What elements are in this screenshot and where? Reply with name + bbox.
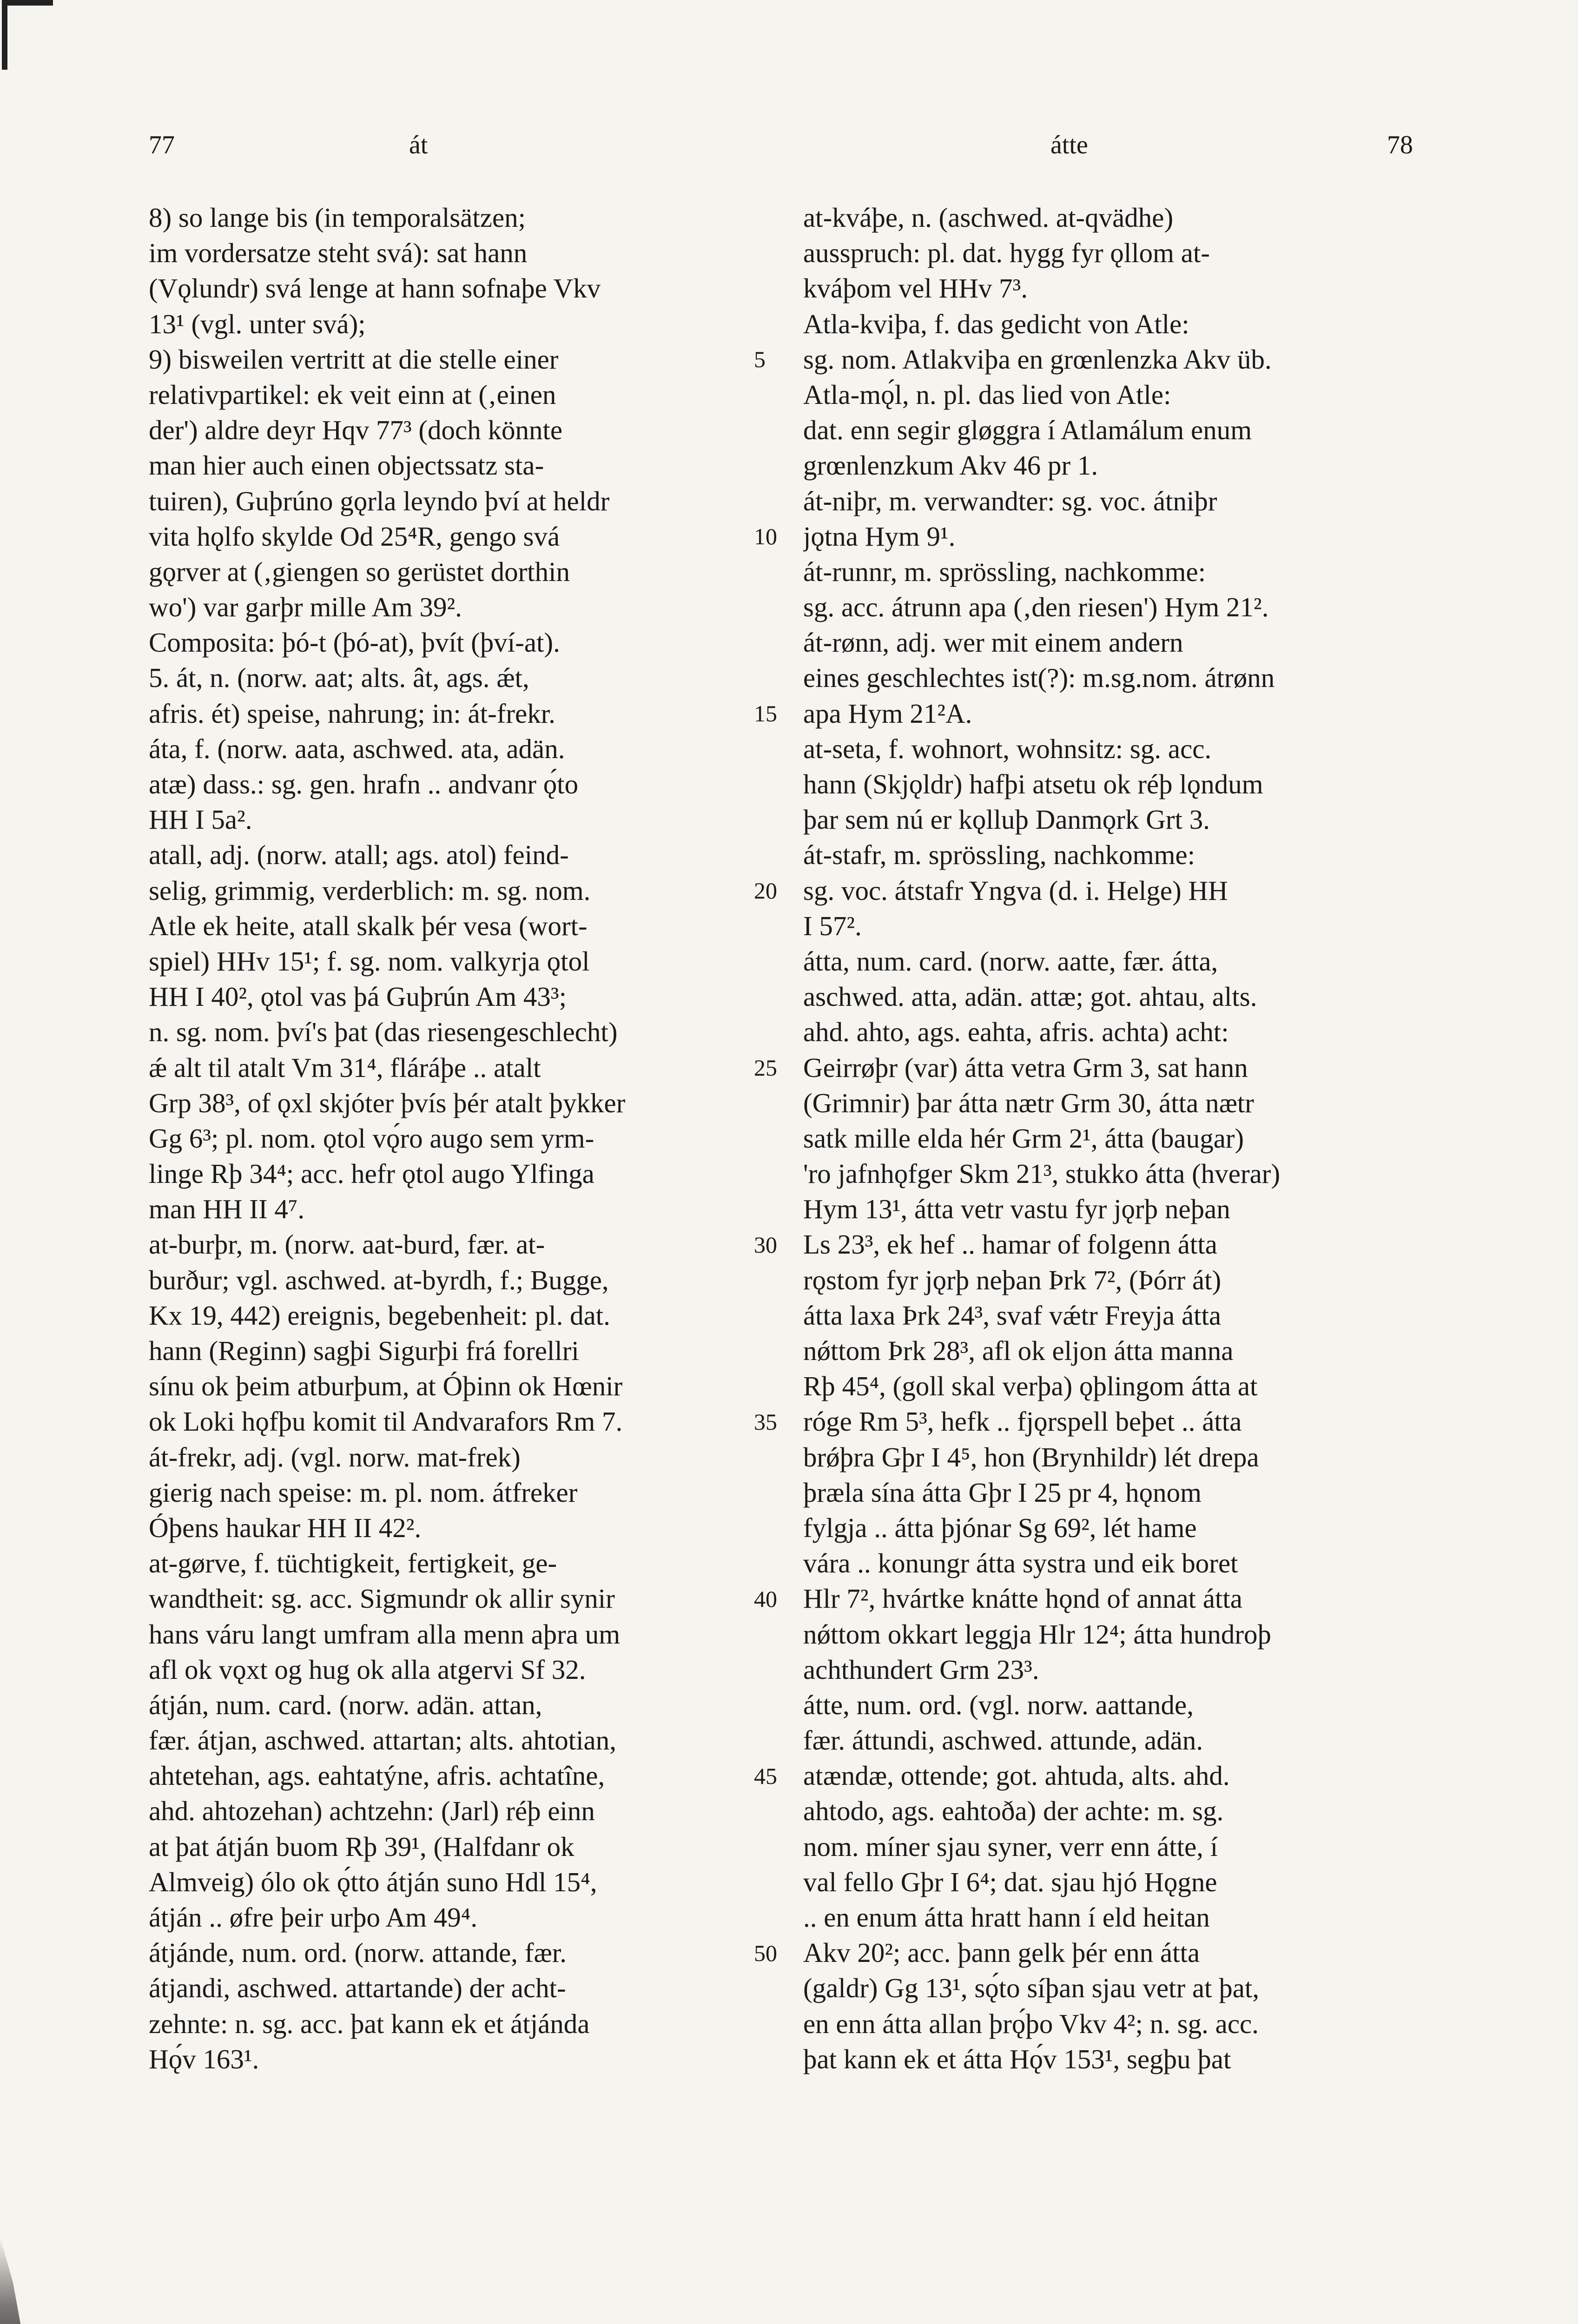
text-line: Geirrøþr (var) átta vetra Grm 3, sat hann	[803, 1052, 1248, 1083]
text-line: sg. nom. Atlakviþa en grœnlenzka Akv üb.	[803, 343, 1272, 375]
text-line: (Grimnir) þar átta nætr Grm 30, átta nætr	[803, 1087, 1254, 1118]
text-line: (galdr) Gg 13¹, sǫ́to síþan sjau vetr at þat,	[803, 1973, 1260, 2004]
text-line: Akv 20²; acc. þann gelk þér enn átta	[803, 1937, 1200, 1968]
line-number: 35	[754, 1408, 777, 1435]
text-line: at-burþr, m. (norw. aat-burd, fær. at-	[149, 1229, 545, 1260]
text-line: átte, num. ord. (vgl. norw. aattande,	[803, 1689, 1194, 1720]
text-line: zehnte: n. sg. acc. þat kann ek et átjánda	[149, 2008, 590, 2039]
text-line: afl ok vǫxt og hug ok alla atgervi Sf 32.	[149, 1654, 586, 1685]
text-line: Gg 6³; pl. nom. ǫtol vǫ́ro augo sem yrm-	[149, 1122, 594, 1154]
line-number: 45	[754, 1763, 777, 1789]
line-number: 15	[754, 700, 777, 726]
text-line: fylgja .. átta þjónar Sg 69², lét hame	[803, 1512, 1197, 1543]
text-line: HH I 40², ǫtol vas þá Guþrún Am 43³;	[149, 981, 567, 1012]
text-line: der') aldre deyr Hqv 77³ (doch könnte	[149, 415, 563, 446]
text-line: sg. voc. átstafr Yngva (d. i. Helge) HH	[803, 875, 1228, 906]
text-line: átján .. øfre þeir urþo Am 49⁴.	[149, 1902, 478, 1933]
running-header	[149, 130, 1413, 172]
text-line: at-kváþe, n. (aschwed. at-qvädhe)	[803, 202, 1174, 233]
text-line: át-rønn, adj. wer mit einem andern	[803, 627, 1183, 658]
text-line: 'ro jafnhǫfger Skm 21³, stukko átta (hverar)	[803, 1158, 1281, 1189]
text-line: Composita: þó-t (þó-at), þvít (því-at).	[149, 627, 560, 658]
running-headword-left: át	[409, 131, 428, 159]
text-line: róge Rm 5³, hefk .. fjǫrspell beþet .. átta	[803, 1406, 1242, 1437]
text-line: vára .. konungr átta systra und eik boret	[803, 1548, 1238, 1579]
text-line: ahd. ahto, ags. eahta, afris. achta) acht:	[803, 1017, 1229, 1048]
text-line: atall, adj. (norw. atall; ags. atol) feind-	[149, 839, 569, 871]
text-line: n. sg. nom. því's þat (das riesengeschlecht)	[149, 1017, 618, 1048]
text-line: Atla-kviþa, f. das gedicht von Atle:	[803, 308, 1189, 339]
text-line: en enn átta allan þrǫ́þo Vkv 4²; n. sg. acc.	[803, 2008, 1259, 2039]
text-line: selig, grimmig, verderblich: m. sg. nom.	[149, 875, 591, 906]
text-line: gǫrver at (‚giengen so gerüstet dorthin	[149, 556, 570, 587]
text-line: át-frekr, adj. (vgl. norw. mat-frek)	[149, 1441, 521, 1472]
text-line: át-runnr, m. sprössling, nachkomme:	[803, 556, 1206, 587]
text-line: jǫtna Hym 9¹.	[803, 521, 956, 552]
text-line: 13¹ (vgl. unter svá);	[149, 308, 366, 339]
text-line: ahtetehan, ags. eahtatýne, afris. achtatîne,	[149, 1760, 605, 1791]
text-line: im vordersatze steht svá): sat hann	[149, 238, 528, 269]
line-number: 50	[754, 1940, 777, 1966]
text-line: Almveig) ólo ok ǫ́tto átján suno Hdl 15⁴,	[149, 1866, 597, 1897]
text-line: I 57².	[803, 910, 862, 941]
text-line: apa Hym 21²A.	[803, 698, 972, 729]
text-line: át-niþr, m. verwandter: sg. voc. átniþr	[803, 485, 1217, 516]
text-line: Hym 13¹, átta vetr vastu fyr jǫrþ neþan	[803, 1194, 1230, 1225]
text-line: áta, f. (norw. aata, aschwed. ata, adän.	[149, 733, 565, 764]
text-line: 8) so lange bis (in temporalsätzen;	[149, 202, 526, 233]
text-line: hann (Reginn) sagþi Sigurþi frá forellri	[149, 1335, 579, 1366]
text-line: Grp 38³, of ǫxl skjóter þvís þér atalt þykker	[149, 1087, 626, 1118]
scan-edge-shadow	[0, 2237, 33, 2324]
text-line: Kx 19, 442) ereignis, begebenheit: pl. dat.	[149, 1300, 610, 1331]
text-line: Ls 23³, ek hef .. hamar of folgenn átta	[803, 1229, 1217, 1260]
text-line: átjánde, num. ord. (norw. attande, fær.	[149, 1937, 567, 1968]
text-line: hann (Skjǫldr) hafþi atsetu ok réþ lǫndum	[803, 769, 1263, 799]
text-line: ausspruch: pl. dat. hygg fyr ǫllom at-	[803, 238, 1210, 269]
text-line: át-stafr, m. sprössling, nachkomme:	[803, 839, 1195, 871]
text-line: Atle ek heite, atall skalk þér vesa (wort-	[149, 910, 588, 941]
text-line: at-seta, f. wohnort, wohnsitz: sg. acc.	[803, 733, 1212, 764]
text-line: spiel) HHv 15¹; f. sg. nom. valkyrja ǫtol	[149, 945, 590, 977]
text-line: sg. acc. átrunn apa (‚den riesen') Hym 21².	[803, 592, 1269, 623]
text-line: at þat átján buom Rþ 39¹, (Halfdanr ok	[149, 1831, 574, 1862]
text-line: nǿttom okkart leggja Hlr 12⁴; átta hundroþ	[803, 1618, 1271, 1650]
running-headword-right: átte	[1050, 131, 1088, 159]
text-line: (Vǫlundr) svá lenge at hann sofnaþe Vkv	[149, 273, 601, 304]
line-number: 20	[754, 877, 777, 904]
text-line: þar sem nú er kǫlluþ Danmǫrk Grt 3.	[803, 804, 1210, 835]
text-line: átta laxa Þrk 24³, svaf vǽtr Freyja átta	[803, 1300, 1221, 1331]
dictionary-column-left	[149, 200, 734, 2077]
text-line: vita hǫlfo skylde Od 25⁴R, gengo svá	[149, 521, 560, 552]
line-number: 40	[754, 1585, 777, 1612]
text-line: þræla sína átta Gþr I 25 pr 4, hǫnom	[803, 1477, 1202, 1508]
text-line: brǿþra Gþr I 4⁵, hon (Brynhildr) lét drepa	[803, 1441, 1259, 1472]
scan-corner-mark-horizontal	[2, 0, 53, 6]
text-line: fær. átjan, aschwed. attartan; alts. ahtotian,	[149, 1725, 616, 1756]
dictionary-column-right	[803, 200, 1413, 2077]
text-line: atæ) dass.: sg. gen. hrafn .. andvanr ǫ́to	[149, 769, 579, 799]
text-line: relativpartikel: ek veit einn at (‚einen	[149, 379, 556, 410]
text-line: dat. enn segir gløggra í Atlamálum enum	[803, 415, 1252, 446]
page-number-left: 77	[149, 131, 175, 159]
text-line: ahd. ahtozehan) achtzehn: (Jarl) réþ einn	[149, 1796, 595, 1827]
text-line: eines geschlechtes ist(?): m.sg.nom. átrønn	[803, 662, 1275, 693]
text-line: ahtodo, ags. eahtoða) der achte: m. sg.	[803, 1796, 1224, 1827]
text-line: .. en enum átta hratt hann í eld heitan	[803, 1902, 1210, 1933]
text-line: átta, num. card. (norw. aatte, fær. átta,	[803, 945, 1218, 977]
text-line: at-gørve, f. tüchtigkeit, fertigkeit, ge-	[149, 1548, 557, 1579]
line-number: 25	[754, 1054, 777, 1081]
text-line: linge Rþ 34⁴; acc. hefr ǫtol augo Ylfinga	[149, 1158, 594, 1189]
line-number: 30	[754, 1231, 777, 1258]
text-line: átjandi, aschwed. attartande) der acht-	[149, 1973, 566, 2004]
line-number: 5	[754, 346, 766, 372]
text-line: wo') var garþr mille Am 39².	[149, 592, 462, 623]
text-line: nom. míner sjau syner, verr enn átte, í	[803, 1831, 1218, 1862]
text-line: fær. áttundi, aschwed. attunde, adän.	[803, 1725, 1203, 1756]
text-line: gierig nach speise: m. pl. nom. átfreker	[149, 1477, 578, 1508]
text-line: ǽ alt til atalt Vm 31⁴, fláráþe .. atalt	[149, 1052, 541, 1083]
text-line: rǫstom fyr jǫrþ neþan Þrk 7², (Þórr át)	[803, 1264, 1221, 1295]
text-line: wandtheit: sg. acc. Sigmundr ok allir synir	[149, 1583, 615, 1614]
text-line: hans váru langt umfram alla menn aþra um	[149, 1618, 621, 1650]
text-line: Hlr 7², hvártke knátte hǫnd of annat átta	[803, 1583, 1242, 1614]
text-line: man HH II 4⁷.	[149, 1194, 305, 1225]
text-line: burður; vgl. aschwed. at-byrdh, f.; Bugge,	[149, 1264, 609, 1295]
text-line: nǿttom Þrk 28³, afl ok eljon átta manna	[803, 1335, 1234, 1366]
text-line: achthundert Grm 23³.	[803, 1654, 1039, 1685]
text-line: Atla-mǫ́l, n. pl. das lied von Atle:	[803, 379, 1171, 410]
text-line: Hǫ́v 163¹.	[149, 2043, 259, 2074]
text-line: val fello Gþr I 6⁴; dat. sjau hjó Hǫgne	[803, 1866, 1217, 1897]
text-line: þat kann ek et átta Hǫ́v 153¹, segþu þat	[803, 2043, 1231, 2074]
text-line: 9) bisweilen vertritt at die stelle einer	[149, 343, 559, 375]
line-number: 10	[754, 523, 777, 549]
text-line: satk mille elda hér Grm 2¹, átta (baugar)	[803, 1122, 1244, 1154]
text-line: man hier auch einen objectssatz sta-	[149, 450, 544, 481]
text-line: atændæ, ottende; got. ahtuda, alts. ahd.	[803, 1760, 1230, 1791]
text-line: kváþom vel HHv 7³.	[803, 273, 1028, 304]
text-line: Rþ 45⁴, (goll skal verþa) ǫþlingom átta at	[803, 1371, 1258, 1402]
text-line: 5. át, n. (norw. aat; alts. ât, ags. ǽt,	[149, 662, 529, 693]
text-line: HH I 5a².	[149, 804, 252, 835]
text-line: aschwed. atta, adän. attæ; got. ahtau, alts.	[803, 981, 1257, 1012]
text-line: ok Loki hǫfþu komit til Andvarafors Rm 7.	[149, 1406, 623, 1437]
text-line: afris. ét) speise, nahrung; in: át-frekr.	[149, 698, 555, 729]
text-line: grœnlenzkum Akv 46 pr 1.	[803, 450, 1098, 481]
text-line: sínu ok þeim atburþum, at Óþinn ok Hœnir	[149, 1371, 623, 1402]
text-line: tuiren), Guþrúno gǫrla leyndo því at heldr	[149, 485, 610, 516]
page-number-right: 78	[1387, 131, 1413, 159]
text-line: Óþens haukar HH II 42².	[149, 1512, 422, 1543]
scan-corner-mark	[2, 0, 7, 70]
text-line: átján, num. card. (norw. adän. attan,	[149, 1689, 542, 1720]
